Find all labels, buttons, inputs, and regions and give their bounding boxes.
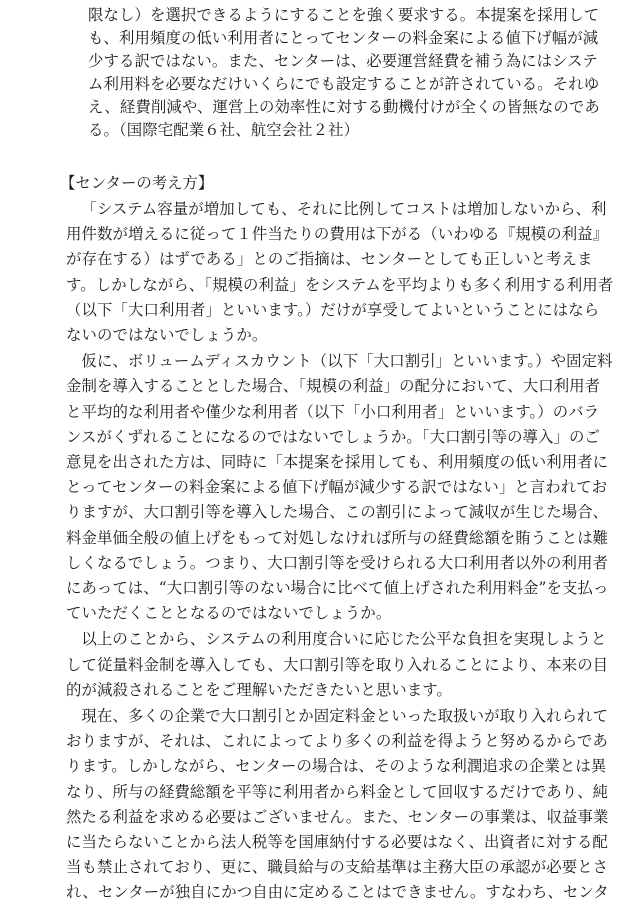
paragraph: 仮に、ボリュームディスカウント（以下「大口割引」といいます。）や固定料金制を導入することとした場合、「規模の利益」の配分において、大口利用者と平均的な利用者や僅少な利用者（以下「小口利用者」といいます。）のバランスがくずれることになるのではないでしょうか。「大口割引等の導入」のご意見を出された方は、同時に「本提案を採用しても、利用頻度の低い利用者にとってセンターの料金案による値下げ幅が減少する訳ではない」と言われておりますが、大口割引等を導入した場合、この割引によって減収が生じた場合、料金単価全般の値上げをもって対処しなければ所与の経費総額を賄うことは難しくなるでしょう。つまり、大口割引等を受けられる大口利用者以外の利用者にあっては、“大口割引等のない場合に比べて値上げされた利用料金”を支払っていただくこととなるのではないでしょうか。 xyxy=(66,352,613,623)
section-heading: 【センターの考え方】 xyxy=(60,174,214,192)
quoted-opinion-text: 限なし）を選択できるようにすることを強く要求する。本提案を採用しても、利用頻度の低い利用者にとってセンターの料金案による値下げ幅が減少する訳ではない。また、センターは、必要運営経費を補う為にはシステム利用料を必要なだけいくらにでも設定することが許されている。それゆえ、経費削減や、運営上の効率性に対する動機付けが全くの皆無なのである。（国際宅配業６社、航空会社２社） xyxy=(88,6,600,139)
section-body xyxy=(66,197,614,906)
paragraph: 以上のことから、システムの利用度合いに応じた公平な負担を実現しようとして従量料金制を導入しても、大口割引等を取り入れることにより、本来の目的が減殺されることをご理解いただきたいと思います。 xyxy=(66,630,609,699)
paragraph: 現在、多くの企業で大口割引とか固定料金といった取扱いが取り入れられておりますが、それは、これによってより多くの利益を得ようと努めるからであります。しかしながら、センターの場合は、そのような利潤追求の企業とは異なり、所与の経費総額を平等に利用者から料金として回収するだけであり、純然たる利益を求める必要はございません。また、センターの事業は、収益事業に当たらないことから法人税等を国庫納付する必要はなく、出資者に対する配当も禁止されており、更に、職員給与の支給基準は主務大臣の承認が必要とされ、センターが独自にかつ自由に定めることはできません。すなわち、センタ xyxy=(66,707,609,902)
paragraph: 「システム容量が増加しても、それに比例してコストは増加しないから、利用件数が増えるに従って１件当たりの費用は下がる（いわゆる『規模の利益』が存在する）はずである」とのご指摘は、センターとしても正しいと考えます。しかしながら、「規模の利益」をシステムを平均よりも多く利用する利用者（以下「大口利用者」といいます。）だけが享受してよいということにはならないのではないでしょうか。 xyxy=(66,200,614,345)
